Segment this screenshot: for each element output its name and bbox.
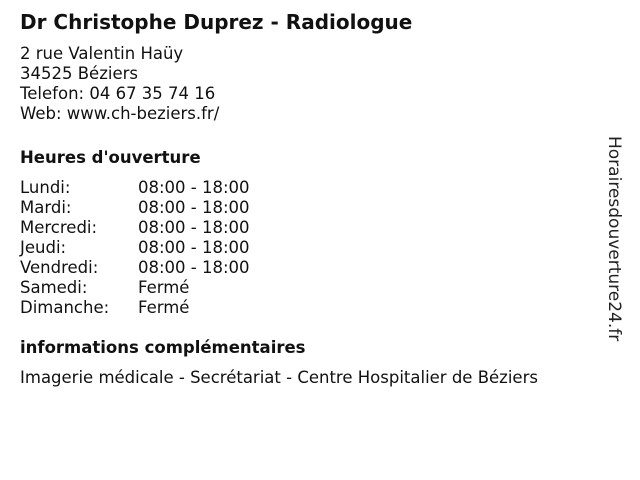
additional-info-heading: informations complémentaires xyxy=(20,338,306,357)
hours-row-wednesday xyxy=(20,218,600,238)
hours-row-monday xyxy=(20,178,600,198)
hours-row-saturday xyxy=(20,278,600,298)
day-label: Lundi: xyxy=(20,178,71,197)
day-label: Jeudi: xyxy=(20,238,67,257)
hours-value: 08:00 - 18:00 xyxy=(138,178,250,197)
day-label: Samedi: xyxy=(20,278,88,297)
phone-number: Telefon: 04 67 35 74 16 xyxy=(20,84,216,103)
opening-hours-heading: Heures d'ouverture xyxy=(20,148,201,167)
day-label: Vendredi: xyxy=(20,258,99,277)
additional-info-text: Imagerie médicale - Secrétariat - Centre Hospitalier de Béziers xyxy=(20,368,538,387)
day-label: Mercredi: xyxy=(20,218,98,237)
street-address: 2 rue Valentin Haüy xyxy=(20,44,184,63)
hours-value: 08:00 - 18:00 xyxy=(138,198,250,217)
hours-value: Fermé xyxy=(138,298,190,317)
hours-row-tuesday xyxy=(20,198,600,218)
business-card xyxy=(20,8,600,388)
hours-row-thursday xyxy=(20,238,600,258)
city-address: 34525 Béziers xyxy=(20,64,138,83)
day-label: Mardi: xyxy=(20,198,72,217)
opening-hours-table xyxy=(20,178,600,318)
site-watermark: Horairesdouverture24.fr xyxy=(604,136,624,342)
hours-value: Fermé xyxy=(138,278,190,297)
hours-row-sunday xyxy=(20,298,600,318)
page-title: Dr Christophe Duprez - Radiologue xyxy=(20,10,413,34)
day-label: Dimanche: xyxy=(20,298,110,317)
hours-value: 08:00 - 18:00 xyxy=(138,258,250,277)
hours-value: 08:00 - 18:00 xyxy=(138,218,250,237)
address-block xyxy=(20,44,600,124)
hours-value: 08:00 - 18:00 xyxy=(138,238,250,257)
website-link: Web: www.ch-beziers.fr/ xyxy=(20,104,220,123)
hours-row-friday xyxy=(20,258,600,278)
